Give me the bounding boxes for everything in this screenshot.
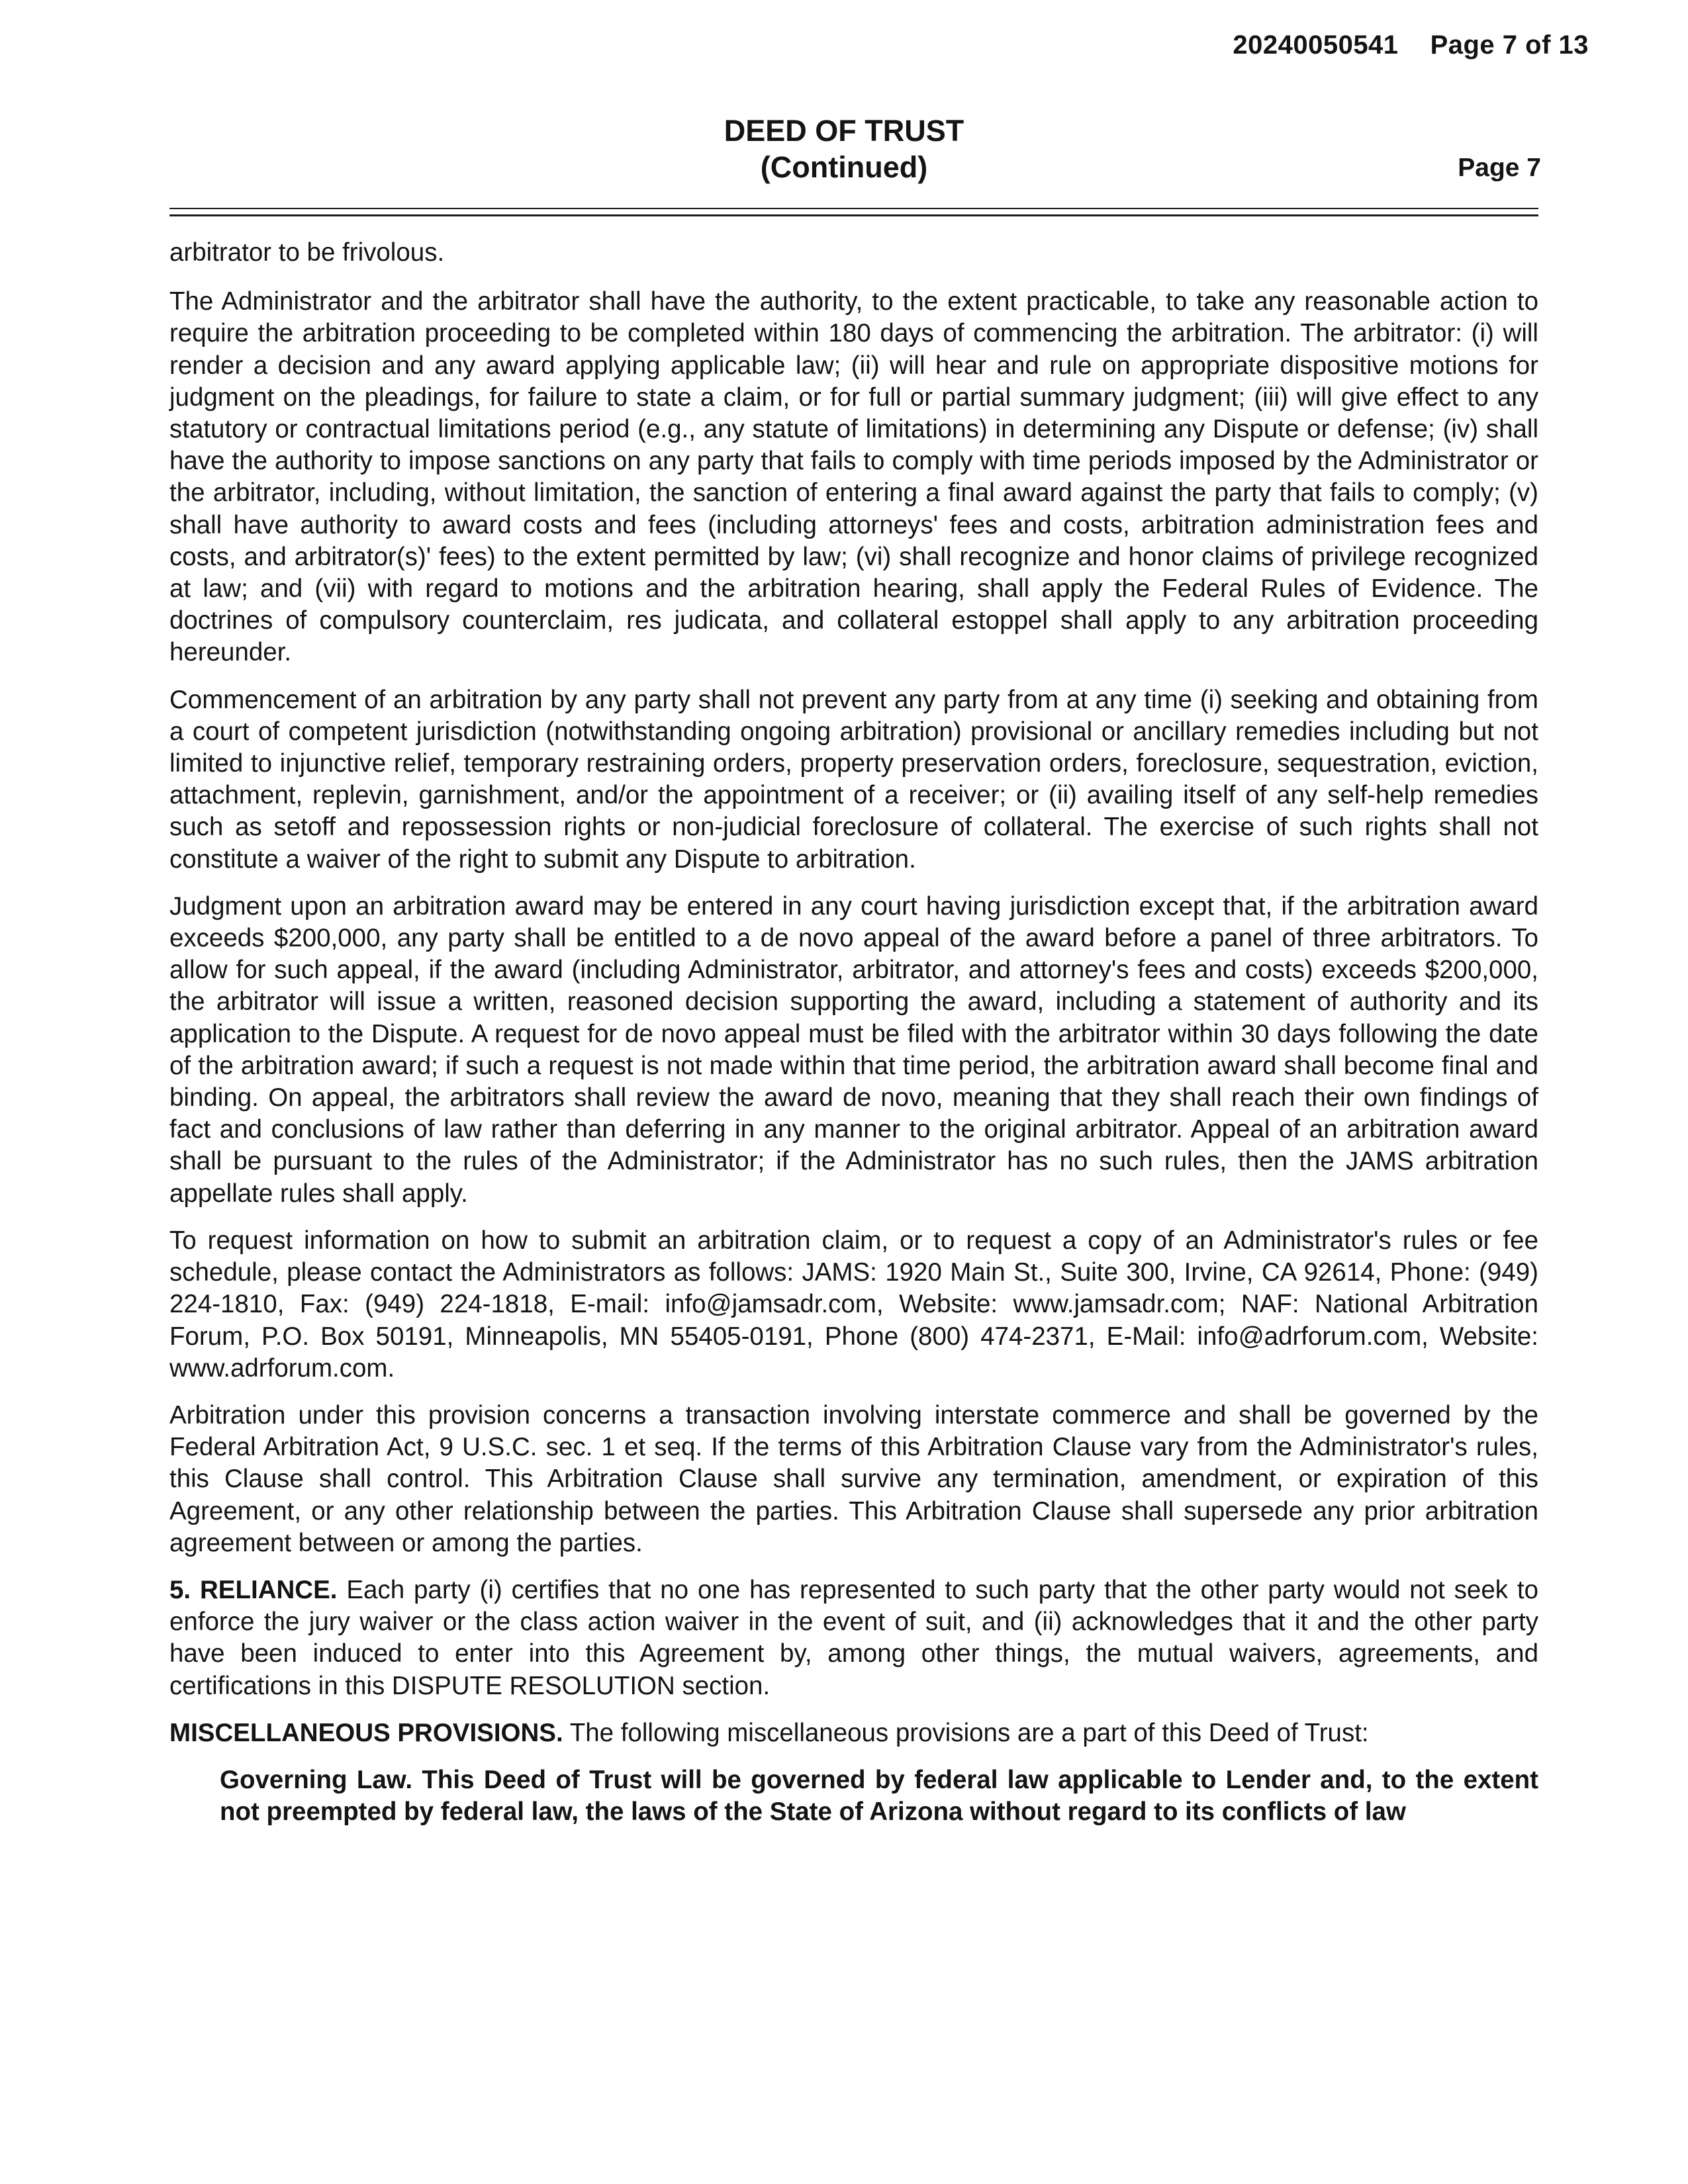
paragraph-reliance [169, 1574, 1538, 1702]
header-rule-thin [169, 208, 1538, 209]
paragraph-commencement: Commencement of an arbitration by any party shall not prevent any party from at any time (i) seeking and obtaining from a court of competent jurisdiction (notwithstanding ongoing arbitration) provisional or ancillary remedies including but not limited to injunctive relief, temporary restraining orders, property preservation orders, foreclosure, sequestration, eviction, attachment, replevin, garnishment, and/or the appointment of a receiver; or (ii) availing itself of any self-help remedies such as setoff and repossession rights or non-judicial foreclosure of collateral. The exercise of such rights shall not constitute a waiver of the right to submit any Dispute to arbitration. [169, 685, 1538, 874]
reliance-heading: 5. RELIANCE. [169, 1575, 338, 1604]
miscellaneous-heading: MISCELLANEOUS PROVISIONS. [169, 1718, 563, 1747]
page-of-count: Page 7 of 13 [1430, 30, 1589, 60]
document-body [169, 237, 1538, 1843]
recording-header [1233, 30, 1589, 60]
paragraph-arbitrator-authority: The Administrator and the arbitrator shall have the authority, to the extent practicable, to take any reasonable action to require the arbitration proceeding to be completed within 180 days of commencing the arbitration. The arbitrator: (i) will render a decision and any award applying applicable law; (ii) will hear and rule on appropriate dispositive motions for judgment on the pleadings, for failure to state a claim, or for full or partial summary judgment; (iii) will give effect to any statutory or contractual limitations period (e.g., any statute of limitations) in determining any Dispute or defense; (iv) shall have the authority to impose sanctions on any party that fails to comply with time periods imposed by the Administrator or the arbitrator, including, without limitation, the sanction of entering a final award against the party that fails to comply; (v) shall have authority to award costs and fees (including attorneys' fees and costs, arbitration administration fees and costs, and arbitrator(s)' fees) to the extent permitted by law; (vi) shall recognize and honor claims of privilege recognized at law; and (vii) with regard to motions and the arbitration hearing, shall apply the Federal Rules of Evidence. The doctrines of compulsory counterclaim, res judicata, and collateral estoppel shall apply to any arbitration proceeding hereunder. [169, 287, 1538, 667]
paragraph-judgment-appeal: Judgment upon an arbitration award may be entered in any court having jurisdiction except that, if the arbitration award exceeds $200,000, any party shall be entitled to a de novo appeal of the award before a panel of three arbitrators. To allow for such appeal, if the award (including Administrator, arbitrator, and attorney's fees and costs) exceeds $200,000, the arbitrator will issue a written, reasoned decision supporting the award, including a statement of authority and its application to the Dispute. A request for de novo appeal must be filed with the arbitrator within 30 days following the date of the arbitration award; if such a request is not made within that time period, the arbitration award shall become final and binding. On appeal, the arbitrators shall review the award de novo, meaning that they shall reach their own findings of fact and conclusions of law rather than deferring in any manner to the original arbitrator. Appeal of an arbitration award shall be pursuant to the rules of the Administrator; if the Administrator has no such rules, then the JAMS arbitration appellate rules shall apply. [169, 891, 1538, 1208]
paragraph-continuation: arbitrator to be frivolous. [169, 238, 445, 267]
document-title: DEED OF TRUST [724, 114, 964, 148]
document-title-block [0, 113, 1688, 185]
paragraph-administrator-contacts: To request information on how to submit an arbitration claim, or to request a copy of an Administrator's rules or fee schedule, please contact the Administrators as follows: JAMS: 1920 Main St., Suite 300, Irvine, CA 92614, Phone: (949) 224-1810, Fax: (949) 224-1818, E-mail: info@jamsadr.com, Website: www.jamsadr.com; NAF: National Arbitration Forum, P.O. Box 50191, Minneapolis, MN 55405-0191, Phone (800) 474-2371, E-Mail: info@adrforum.com, Website: www.adrforum.com. [169, 1226, 1538, 1383]
paragraph-governing-law: Governing Law. This Deed of Trust will be governed by federal law applicable to Lender and, to the extent not preempted by federal law, the laws of the State of Arizona without regard to its conflicts of law [220, 1765, 1538, 1827]
page-label: Page 7 [1458, 154, 1541, 182]
recording-number: 20240050541 [1233, 30, 1399, 60]
paragraph-federal-arbitration-act: Arbitration under this provision concerns a transaction involving interstate commerce and shall be governed by the Federal Arbitration Act, 9 U.S.C. sec. 1 et seq. If the terms of this Arbitration Clause vary from the Administrator's rules, this Clause shall control. This Arbitration Clause shall survive any termination, amendment, or expiration of this Agreement, or any other relationship between the parties. This Arbitration Clause shall supersede any prior arbitration agreement between or among the parties. [169, 1400, 1538, 1557]
header-rule-thick [169, 214, 1538, 216]
miscellaneous-text: The following miscellaneous provisions are a part of this Deed of Trust: [563, 1718, 1369, 1747]
paragraph-miscellaneous [169, 1717, 1538, 1749]
document-subtitle: (Continued) [760, 150, 928, 184]
reliance-text: Each party (i) certifies that no one has represented to such party that the other party would not seek to enforce the jury waiver or the class action waiver in the event of suit, and (ii) acknowledges that it and the other party have been induced to enter into this Agreement by, among other things, the mutual waivers, agreements, and certifications in this DISPUTE RESOLUTION section. [169, 1575, 1538, 1700]
